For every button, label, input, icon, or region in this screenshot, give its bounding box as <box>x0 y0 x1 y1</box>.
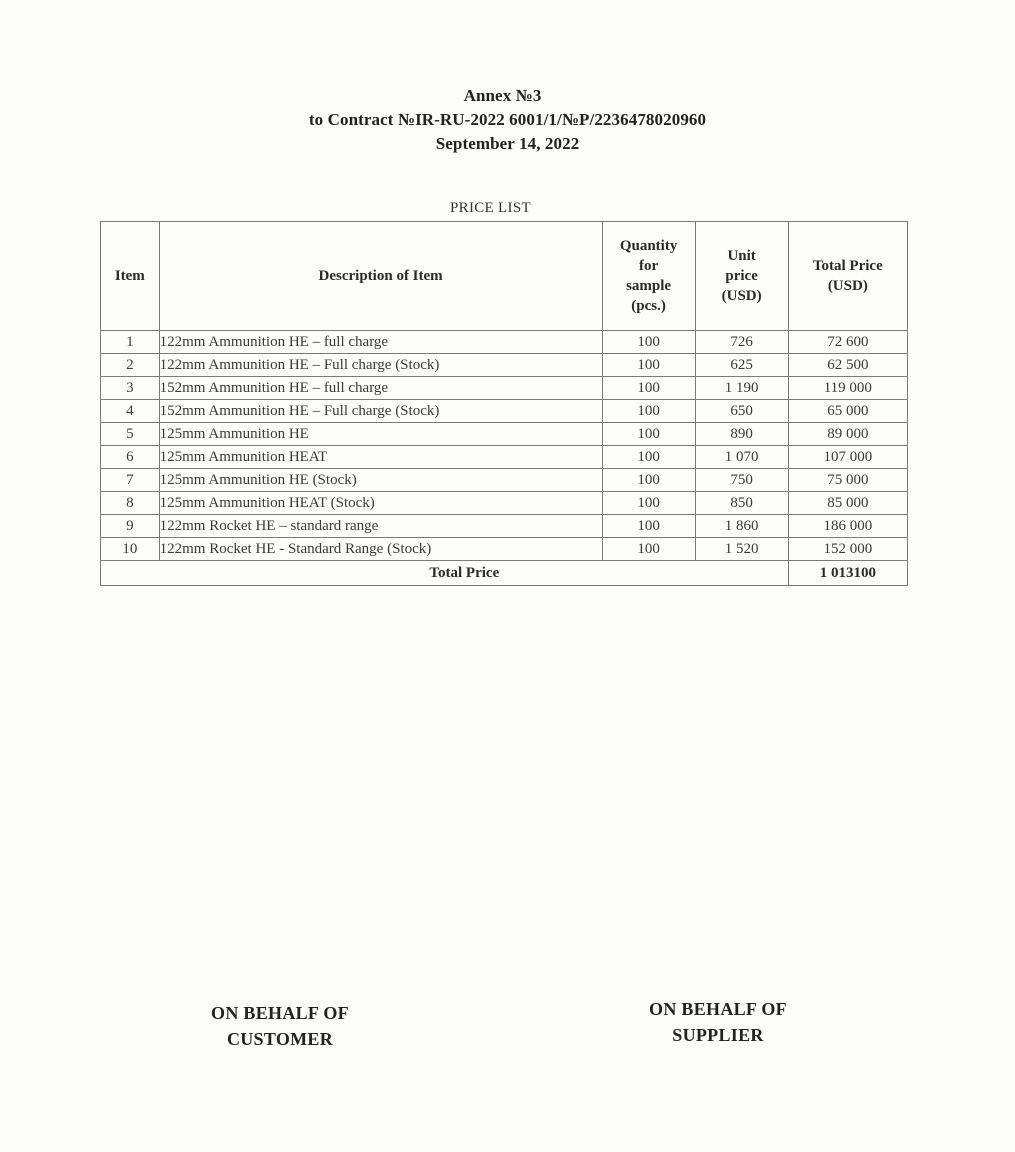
total-price-value: 1 013100 <box>788 561 907 586</box>
table-row <box>101 377 908 400</box>
table-row <box>101 331 908 354</box>
cell-unit-price: 1 860 <box>695 515 788 538</box>
cell-quantity: 100 <box>602 469 695 492</box>
cell-unit-price: 1 520 <box>695 538 788 561</box>
table-row <box>101 492 908 515</box>
cell-total-price: 89 000 <box>788 423 907 446</box>
cell-item: 8 <box>101 492 160 515</box>
table-row <box>101 446 908 469</box>
header-quantity-line: (pcs.) <box>631 298 666 314</box>
table-row <box>101 469 908 492</box>
table-row <box>101 515 908 538</box>
header-unit-price-line: Unit <box>727 248 756 264</box>
cell-unit-price: 1 070 <box>695 446 788 469</box>
cell-item: 1 <box>101 331 160 354</box>
cell-item: 4 <box>101 400 160 423</box>
total-row <box>101 561 908 586</box>
table-row <box>101 354 908 377</box>
header-item: Item <box>101 222 160 331</box>
contract-date: September 14, 2022 <box>435 134 580 153</box>
price-table <box>100 221 908 586</box>
cell-total-price: 85 000 <box>788 492 907 515</box>
supplier-signature-line: SUPPLIER <box>672 1025 764 1045</box>
cell-unit-price: 850 <box>695 492 788 515</box>
cell-item: 2 <box>101 354 160 377</box>
cell-description: 152mm Ammunition HE – Full charge (Stock) <box>159 400 602 423</box>
cell-description: 125mm Ammunition HEAT (Stock) <box>159 492 602 515</box>
cell-item: 5 <box>101 423 160 446</box>
table-row <box>101 400 908 423</box>
cell-unit-price: 650 <box>695 400 788 423</box>
supplier-signature-block <box>628 996 808 1048</box>
cell-item: 9 <box>101 515 160 538</box>
total-price-label: Total Price <box>101 561 789 586</box>
cell-description: 122mm Rocket HE – standard range <box>159 515 602 538</box>
header-total-price-line: (USD) <box>827 278 868 294</box>
cell-quantity: 100 <box>602 423 695 446</box>
header-quantity-line: Quantity <box>619 238 678 254</box>
cell-total-price: 62 500 <box>788 354 907 377</box>
header-unit-price-line: (USD) <box>721 288 762 304</box>
cell-quantity: 100 <box>602 492 695 515</box>
cell-quantity: 100 <box>602 446 695 469</box>
header-quantity <box>602 222 695 331</box>
cell-total-price: 65 000 <box>788 400 907 423</box>
cell-description: 122mm Ammunition HE – full charge <box>159 331 602 354</box>
header-total-price-line: Total Price <box>812 258 883 274</box>
cell-unit-price: 1 190 <box>695 377 788 400</box>
cell-item: 6 <box>101 446 160 469</box>
customer-signature-line: CUSTOMER <box>226 1029 334 1049</box>
cell-item: 10 <box>101 538 160 561</box>
cell-total-price: 72 600 <box>788 331 907 354</box>
cell-quantity: 100 <box>602 331 695 354</box>
cell-description: 122mm Ammunition HE – Full charge (Stock) <box>159 354 602 377</box>
customer-signature-block <box>190 1000 370 1052</box>
cell-total-price: 107 000 <box>788 446 907 469</box>
cell-description: 125mm Ammunition HEAT <box>159 446 602 469</box>
header-quantity-line: for <box>639 258 659 274</box>
supplier-signature-line: ON BEHALF OF <box>649 999 787 1019</box>
cell-total-price: 75 000 <box>788 469 907 492</box>
cell-unit-price: 750 <box>695 469 788 492</box>
cell-unit-price: 625 <box>695 354 788 377</box>
header-unit-price-line: price <box>725 268 758 284</box>
cell-description: 152mm Ammunition HE – full charge <box>159 377 602 400</box>
cell-quantity: 100 <box>602 515 695 538</box>
cell-quantity: 100 <box>602 377 695 400</box>
document-header <box>0 84 1015 156</box>
cell-unit-price: 726 <box>695 331 788 354</box>
table-row <box>101 538 908 561</box>
cell-description: 125mm Ammunition HE <box>159 423 602 446</box>
cell-total-price: 152 000 <box>788 538 907 561</box>
contract-reference: to Contract №IR-RU-2022 6001/1/№P/2236478020960 <box>308 110 707 129</box>
cell-quantity: 100 <box>602 538 695 561</box>
header-quantity-line: sample <box>626 278 672 294</box>
cell-quantity: 100 <box>602 354 695 377</box>
cell-item: 7 <box>101 469 160 492</box>
table-header-row <box>101 222 908 331</box>
customer-signature-line: ON BEHALF OF <box>211 1003 349 1023</box>
header-unit-price <box>695 222 788 331</box>
cell-unit-price: 890 <box>695 423 788 446</box>
annex-title: Annex №3 <box>463 86 542 105</box>
cell-description: 125mm Ammunition HE (Stock) <box>159 469 602 492</box>
header-description: Description of Item <box>159 222 602 331</box>
table-row <box>101 423 908 446</box>
cell-total-price: 119 000 <box>788 377 907 400</box>
price-list-title: PRICE LIST <box>450 200 531 216</box>
cell-quantity: 100 <box>602 400 695 423</box>
header-total-price <box>788 222 907 331</box>
cell-total-price: 186 000 <box>788 515 907 538</box>
cell-item: 3 <box>101 377 160 400</box>
cell-description: 122mm Rocket HE - Standard Range (Stock) <box>159 538 602 561</box>
